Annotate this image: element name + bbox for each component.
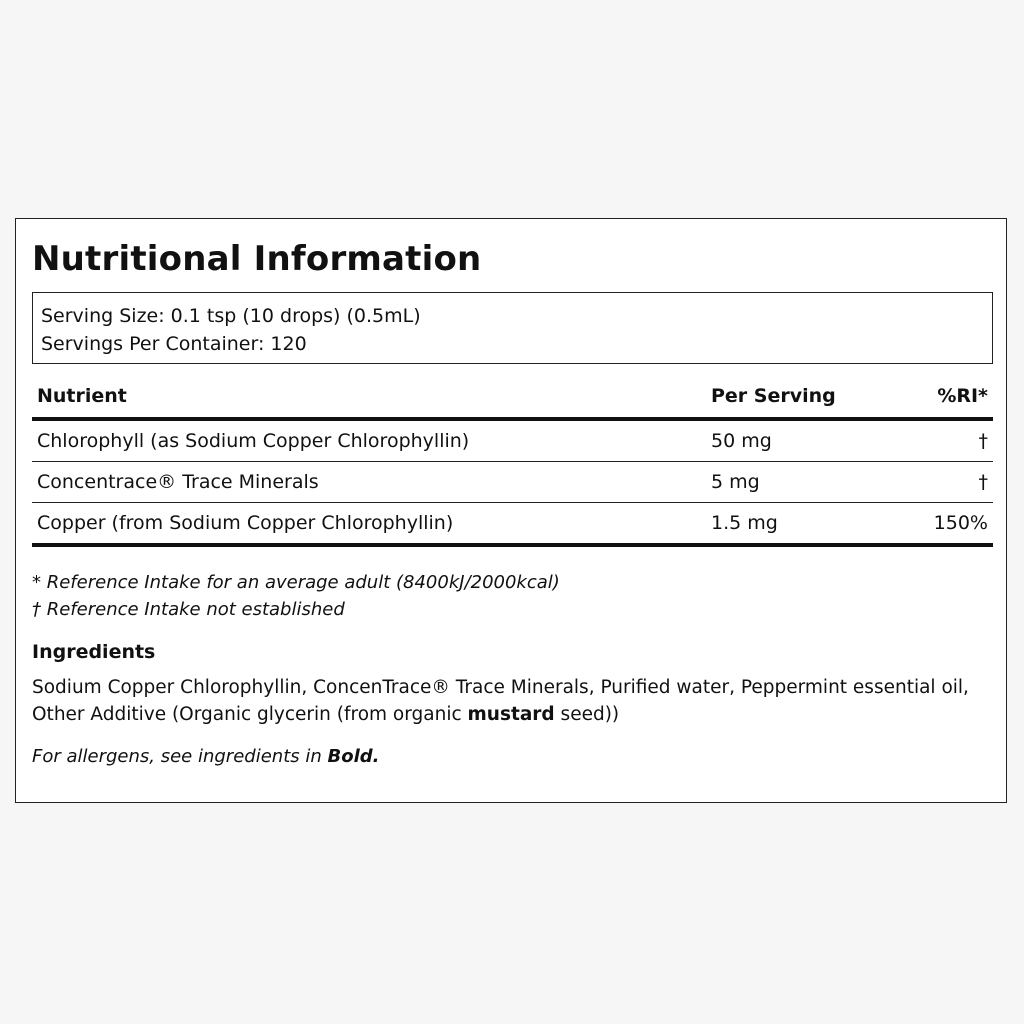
- table-row: [32, 462, 993, 503]
- table-row: [32, 421, 993, 462]
- footnotes: [32, 569, 560, 623]
- allergen-word: mustard: [467, 704, 555, 725]
- nutrient-amount: 5 mg: [711, 471, 760, 493]
- table-header-row: [32, 379, 993, 421]
- nutrient-ri: †: [978, 471, 988, 493]
- serving-info-box: [32, 292, 993, 364]
- nutrient-name: Concentrace® Trace Minerals: [37, 471, 319, 493]
- nutrient-name: Copper (from Sodium Copper Chlorophyllin): [37, 512, 454, 534]
- ingredients-text: [32, 674, 997, 728]
- nutrient-amount: 1.5 mg: [711, 512, 778, 534]
- ingredients-text-after: seed)): [554, 704, 620, 725]
- nutrient-ri: 150%: [933, 512, 988, 534]
- allergen-note: [32, 746, 379, 767]
- header-ri: %RI*: [937, 385, 988, 407]
- header-per-serving: Per Serving: [711, 385, 836, 407]
- serving-size: Serving Size: 0.1 tsp (10 drops) (0.5mL): [41, 305, 421, 327]
- ingredients-text-before: Sodium Copper Chlorophyllin, ConcenTrace® Trace Minerals, Purified water, Peppermint essential oil, Other Additive (Organic glycerin (from organic: [32, 677, 969, 725]
- nutrient-table: [32, 379, 993, 547]
- nutrient-ri: †: [978, 430, 988, 452]
- allergen-note-bold: Bold.: [327, 746, 380, 767]
- ingredients-heading: Ingredients: [32, 641, 156, 663]
- page-title: Nutritional Information: [32, 239, 482, 279]
- table-row: [32, 503, 993, 547]
- nutrition-panel: [15, 218, 1007, 803]
- nutrient-amount: 50 mg: [711, 430, 772, 452]
- servings-per-container: Servings Per Container: 120: [41, 333, 307, 355]
- footnote-ri: * Reference Intake for an average adult (8400kJ/2000kcal): [32, 572, 560, 593]
- footnote-not-established: † Reference Intake not established: [32, 599, 345, 620]
- nutrient-name: Chlorophyll (as Sodium Copper Chlorophyllin): [37, 430, 470, 452]
- header-nutrient: Nutrient: [37, 385, 127, 407]
- allergen-note-text: For allergens, see ingredients in: [32, 746, 328, 767]
